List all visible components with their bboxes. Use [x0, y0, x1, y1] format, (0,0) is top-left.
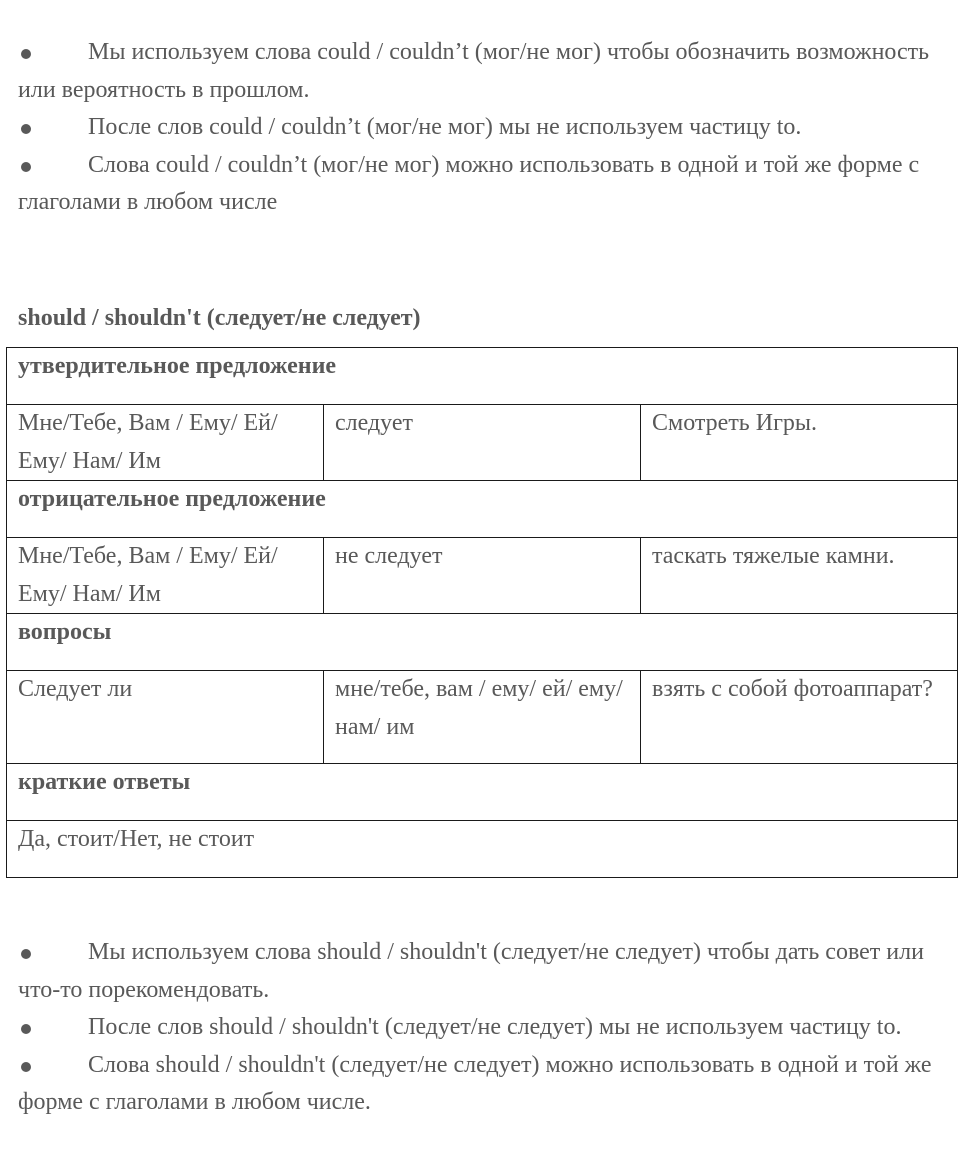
table-cell: взять с собой фотоаппарат? [641, 671, 958, 764]
table-cell: не следует [324, 538, 641, 614]
table-row [7, 405, 958, 481]
could-rules-list [18, 34, 948, 222]
table-row [7, 538, 958, 614]
list-item [18, 1047, 948, 1122]
bullet-icon [21, 124, 31, 134]
rule-text: Мы используем слова should / shouldn't (следует/не следует) чтобы дать совет или что-то порекомендовать. [18, 939, 924, 1003]
table-cell: Смотреть Игры. [641, 405, 958, 481]
bullet-icon [21, 1062, 31, 1072]
table-row [7, 481, 958, 538]
table-row [7, 764, 958, 821]
questions-header: вопросы [7, 614, 958, 671]
table-row [7, 614, 958, 671]
table-cell: Мне/Тебе, Вам / Ему/ Ей/ Ему/ Нам/ Им [7, 538, 324, 614]
should-rules-list [18, 934, 948, 1122]
list-item [18, 1009, 948, 1047]
table-cell: Мне/Тебе, Вам / Ему/ Ей/ Ему/ Нам/ Им [7, 405, 324, 481]
rule-text: Слова could / couldn’t (мог/не мог) можно использовать в одной и той же форме с глаголами в любом числе [18, 151, 920, 215]
section-title: should / shouldn't (следует/не следует) [18, 305, 421, 331]
table-cell: Следует ли [7, 671, 324, 764]
list-item [18, 34, 948, 109]
rule-text: После слов could / couldn’t (мог/не мог) мы не используем частицу to. [88, 114, 802, 140]
bullet-icon [21, 49, 31, 59]
table-cell: мне/тебе, вам / ему/ ей/ ему/ нам/ им [324, 671, 641, 764]
list-item [18, 934, 948, 1009]
table-row [7, 348, 958, 405]
table-row [7, 671, 958, 764]
table-cell: таскать тяжелые камни. [641, 538, 958, 614]
list-item [18, 109, 948, 147]
should-grammar-table [6, 347, 958, 878]
short-answers-cell: Да, стоит/Нет, не стоит [7, 821, 958, 878]
bullet-icon [21, 1024, 31, 1034]
rule-text: После слов should / shouldn't (следует/не следует) мы не используем частицу to. [88, 1014, 902, 1040]
rule-text: Мы используем слова could / couldn’t (мог/не мог) чтобы обозначить возможность или вероятность в прошлом. [18, 39, 930, 103]
list-item [18, 147, 948, 222]
rule-text: Слова should / shouldn't (следует/не следует) можно использовать в одной и той же форме с глаголами в любом числе. [18, 1051, 932, 1115]
table-cell: следует [324, 405, 641, 481]
bullet-icon [21, 162, 31, 172]
affirmative-header: утвердительное предложение [7, 348, 958, 405]
short-answers-header: краткие ответы [7, 764, 958, 821]
bullet-icon [21, 949, 31, 959]
negative-header: отрицательное предложение [7, 481, 958, 538]
table-row [7, 821, 958, 878]
